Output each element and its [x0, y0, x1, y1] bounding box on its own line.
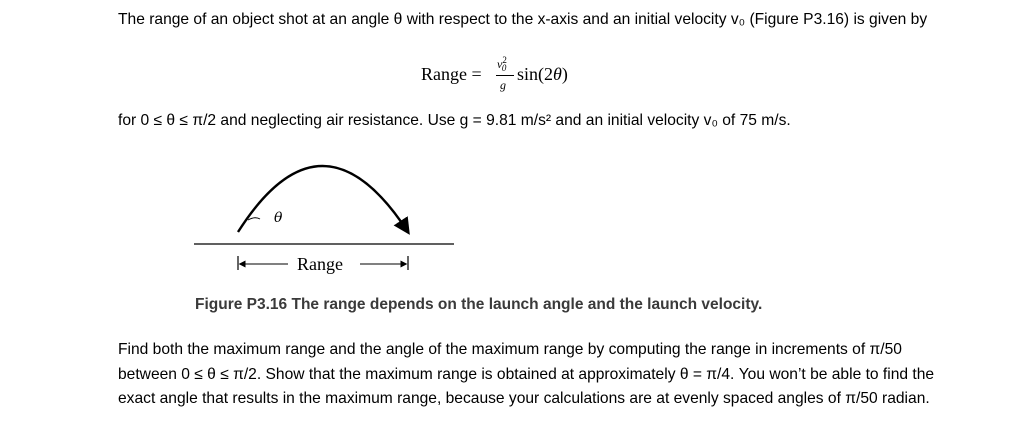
equation-denominator: g — [500, 78, 506, 92]
trajectory-arc — [238, 166, 408, 232]
numerator-sup: 2 — [502, 55, 507, 65]
rhs-func: sin(2 — [517, 64, 553, 84]
equation-numerator — [497, 55, 506, 73]
projectile-diagram — [190, 140, 470, 285]
numerator-sub: 0 — [501, 63, 507, 74]
equation-lhs: Range = — [421, 64, 482, 84]
rhs-arg: θ — [553, 64, 562, 84]
angle-label: θ — [274, 210, 283, 226]
angle-arc — [248, 218, 260, 220]
figure-caption: Figure P3.16 The range depends on the launch angle and the launch velocity. — [195, 296, 763, 313]
task-paragraph: Find both the maximum range and the angle of the maximum range by computing the range in increments of π/50 between 0 ≤ θ ≤ π/2. Show that the maximum range is obtained at approximately θ = π/4. You won’t be able to find the exact angle that results in the maximum range, because your calculations are at evenly spaced angles of π/50 radian. — [118, 341, 935, 407]
numerator-base: v — [497, 57, 503, 71]
rhs-close: ) — [561, 64, 568, 84]
intro-paragraph: The range of an object shot at an angle θ with respect to the x-axis and an initial velocity v₀ (Figure P3.16) is given by — [118, 11, 928, 28]
fraction-bar — [496, 75, 514, 76]
equation-rhs — [517, 64, 568, 85]
usage-paragraph: for 0 ≤ θ ≤ π/2 and neglecting air resistance. Use g = 9.81 m/s² and an initial velocity v₀ of 75 m/s. — [118, 112, 791, 129]
range-label: Range — [297, 254, 343, 274]
